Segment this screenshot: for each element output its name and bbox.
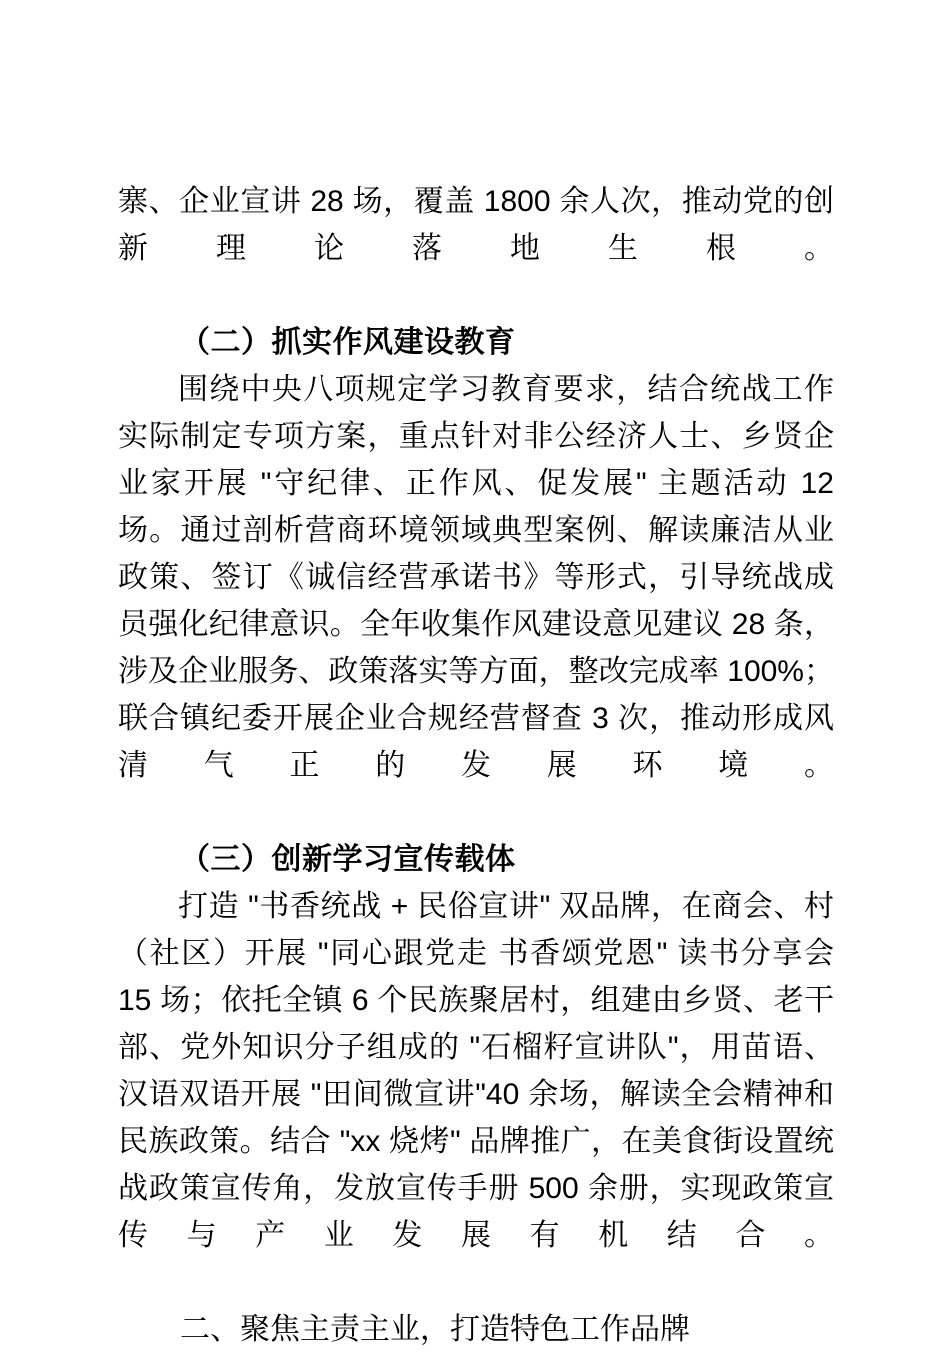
document-text-block: [118, 178, 834, 1353]
paragraph-work-style-education: 围绕中央八项规定学习教育要求，结合统战工作实际制定专项方案，重点针对非公经济人士、乡贤企业家开展 "守纪律、正作风、促发展" 主题活动 12 场。通过剖析营商环境领域典型案例、解读廉洁从业政策、签订《诚信经营承诺书》等形式，引导统战成员强化纪律意识。全年收集作风建设意见建议 28 条，涉及企业服务、政策落实等方面，整改完成率 100%；联合镇纪委开展企业合规经营督查 3 次，推动形成风清气正的发展环境。: [118, 373, 834, 782]
heading-main-section-two: 二、聚焦主责主业，打造特色工作品牌: [180, 1313, 690, 1346]
paragraph-learning-publicity-carrier: 打造 "书香统战 + 民俗宣讲" 双品牌，在商会、村（社区）开展 "同心跟党走 书香颂党恩" 读书分享会 15 场；依托全镇 6 个民族聚居村，组建由乡贤、老干部、党外知识分子组成的 "石榴籽宣讲队"，用苗语、汉语双语开展 "田间微宣讲"40 余场，解读全会精神和民族政策。结合 "xx 烧烤" 品牌推广，在美食街设置统战政策宣传角，发放宣传手册 500 余册，实现政策宣传与产业发展有机结合。: [118, 890, 834, 1252]
paragraph-continued: 寨、企业宣讲 28 场，覆盖 1800 余人次，推动党的创新理论落地生根。: [118, 185, 834, 265]
heading-section-two-subsection: （二）抓实作风建设教育: [180, 326, 516, 359]
heading-section-three-subsection: （三）创新学习宣传载体: [180, 843, 516, 876]
